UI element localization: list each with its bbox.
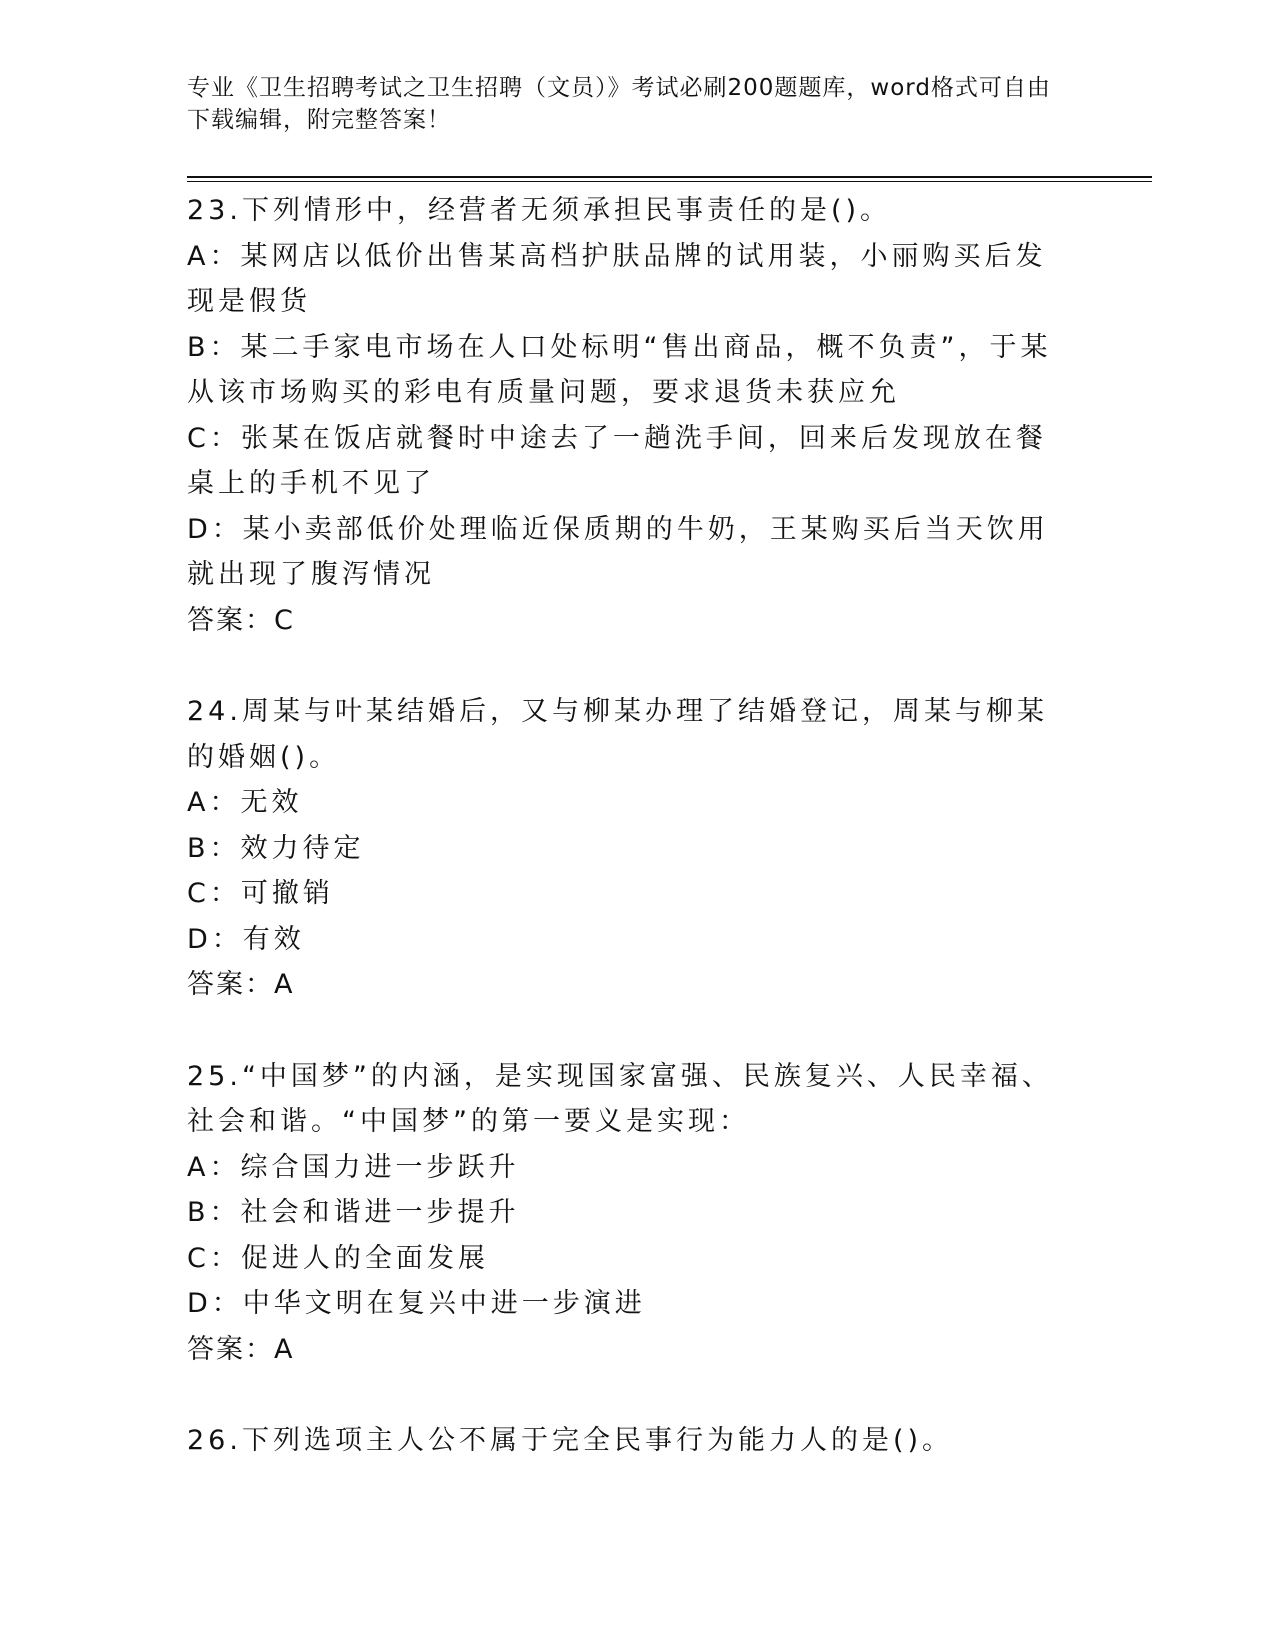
question-24	[187, 689, 1077, 1008]
question-25	[187, 1054, 1077, 1373]
question-stem: 23.下列情形中，经营者无须承担民事责任的是()。	[187, 195, 892, 226]
option-d: D：有效	[187, 923, 305, 955]
question-23	[187, 188, 1077, 643]
option-c: C：促进人的全面发展	[187, 1242, 489, 1274]
spacer	[187, 643, 1077, 689]
question-26	[187, 1418, 1077, 1464]
header-divider	[187, 176, 1152, 178]
option-d: D：某小卖部低价处理临近保质期的牛奶，王某购买后当天饮用就出现了腹泻情况	[187, 513, 1049, 590]
document-header: 专业《卫生招聘考试之卫生招聘（文员）》考试必刷200题题库，word格式可自由下载编辑，附完整答案！	[187, 75, 1051, 133]
spacer	[187, 1008, 1077, 1054]
answer: 答案：A	[187, 969, 295, 1000]
answer: 答案：A	[187, 1333, 295, 1365]
spacer	[187, 1372, 1077, 1418]
option-a: A：某网店以低价出售某高档护肤品牌的试用装，小丽购买后发现是假货	[187, 240, 1047, 317]
option-b: B：某二手家电市场在人口处标明“售出商品，概不负责”，于某从该市场购买的彩电有质量问题，要求退货未获应允	[187, 331, 1052, 408]
option-b: B：效力待定	[187, 832, 365, 864]
question-stem: 24.周某与叶某结婚后，又与柳某办理了结婚登记，周某与柳某的婚姻()。	[187, 696, 1048, 773]
option-c: C：可撤销	[187, 878, 334, 909]
question-stem: 25.“中国梦”的内涵，是实现国家富强、民族复兴、人民幸福、社会和谐。“中国梦”的第一要义是实现：	[187, 1060, 1053, 1137]
answer: 答案：C	[187, 604, 295, 636]
question-stem: 26.下列选项主人公不属于完全民事行为能力人的是()。	[187, 1425, 954, 1456]
option-d: D：中华文明在复兴中进一步演进	[187, 1288, 646, 1319]
question-list	[187, 188, 1077, 1464]
option-a: A：综合国力进一步跃升	[187, 1151, 520, 1183]
option-a: A：无效	[187, 787, 303, 818]
option-c: C：张某在饭店就餐时中途去了一趟洗手间，回来后发现放在餐桌上的手机不见了	[187, 422, 1047, 499]
header-divider-thin	[187, 181, 1152, 182]
option-b: B：社会和谐进一步提升	[187, 1197, 520, 1228]
